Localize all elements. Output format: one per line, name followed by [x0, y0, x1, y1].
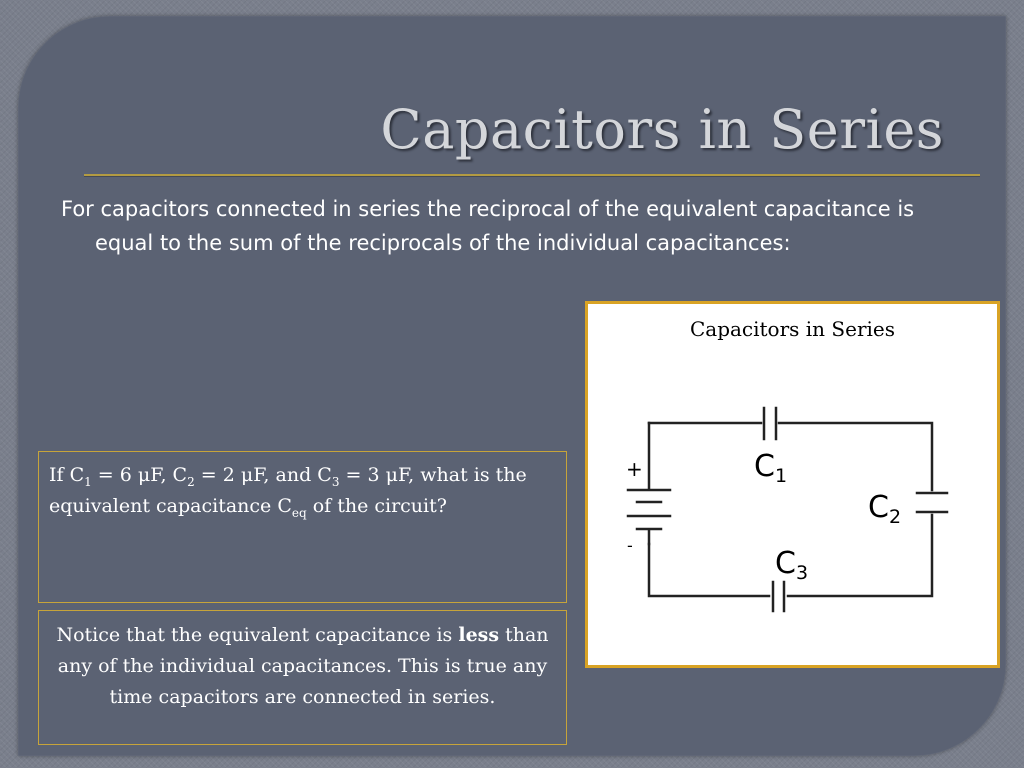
diagram-title: Capacitors in Series: [689, 317, 896, 341]
question-ceq-subscript: eq: [291, 505, 307, 520]
question-c3-subscript: 3: [331, 474, 340, 489]
c2-label: [868, 490, 901, 528]
c1-letter: C: [754, 449, 775, 484]
notice-box: [38, 610, 567, 745]
question-c1-subscript: 1: [84, 474, 92, 489]
c2-subscript: 2: [888, 506, 902, 528]
question-tail: of the circuit?: [306, 495, 447, 517]
notice-after: than any of the individual capacitances. This is true any time capacitors are connected in series.: [57, 624, 549, 708]
question-eq1: = 6 μF, C: [91, 464, 188, 486]
question-c2-subscript: 2: [187, 474, 195, 489]
question-eq3: = 3 μF, what is the equivalent capacitance C: [49, 464, 527, 517]
circuit-diagram: [585, 301, 1000, 668]
intro-text: [61, 192, 961, 260]
c1-subscript: 1: [774, 465, 788, 487]
title-divider: [84, 174, 980, 176]
question-box: [38, 451, 567, 603]
c3-letter: C: [775, 546, 796, 581]
circuit-svg: [588, 304, 997, 665]
intro-line-2: capacitance is equal to the sum of the reciprocals of the individual: [95, 197, 915, 255]
c1-label: [754, 449, 787, 487]
c3-label: [775, 546, 808, 584]
intro-line-3: capacitances:: [645, 231, 791, 255]
question-text: [49, 460, 556, 522]
c2-letter: C: [868, 490, 889, 525]
notice-text: [53, 620, 552, 713]
right-wire-lower: [788, 515, 932, 596]
question-eq2: = 2 μF, and C: [194, 464, 332, 486]
c3-subscript: 3: [795, 562, 809, 584]
question-if: If C: [49, 464, 85, 486]
intro-paragraph: [61, 192, 961, 260]
intro-line-1: For capacitors connected in series the reciprocal of the equivalent: [61, 197, 758, 221]
notice-before: Notice that the equivalent capacitance is: [56, 624, 459, 646]
battery-plus-label: +: [626, 457, 643, 481]
notice-bold-less: less: [458, 624, 500, 646]
bottom-wire-left: [649, 544, 769, 596]
battery-minus-label: -: [627, 536, 633, 555]
top-wire-right: [779, 423, 932, 490]
slide-title: Capacitors in Series: [380, 98, 944, 161]
